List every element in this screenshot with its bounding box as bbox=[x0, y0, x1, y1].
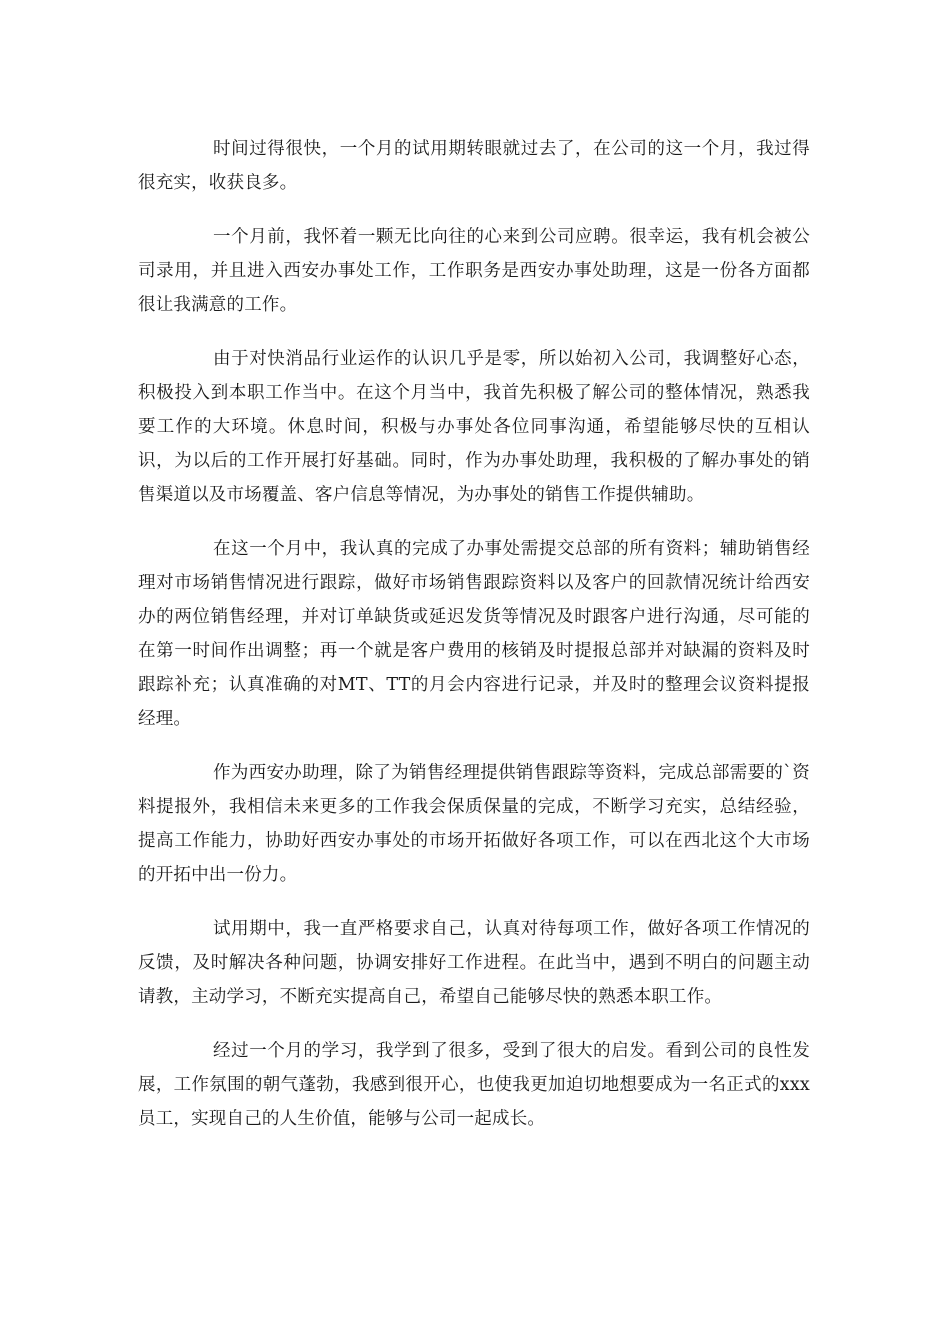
document-body bbox=[138, 132, 810, 1156]
paragraph-1: 时间过得很快，一个月的试用期转眼就过去了，在公司的这一个月，我过得很充实，收获良多。 bbox=[138, 139, 810, 193]
paragraph-3: 由于对快消品行业运作的认识几乎是零，所以始初入公司，我调整好心态，积极投入到本职工作当中。在这个月当中，我首先积极了解公司的整体情况，熟悉我要工作的大环境。休息时间，积极与办事处各位同事沟通，希望能够尽快的互相认识，为以后的工作开展打好基础。同时，作为办事处助理，我积极的了解办事处的销售渠道以及市场覆盖、客户信息等情况，为办事处的销售工作提供辅助。 bbox=[138, 349, 810, 505]
paragraph-4: 在这一个月中，我认真的完成了办事处需提交总部的所有资料；辅助销售经理对市场销售情况进行跟踪，做好市场销售跟踪资料以及客户的回款情况统计给西安办的两位销售经理，并对订单缺货或延迟发货等情况及时跟客户进行沟通，尽可能的在第一时间作出调整；再一个就是客户费用的核销及时提报总部并对缺漏的资料及时跟踪补充；认真准确的对MT、TT的月会内容进行记录，并及时的整理会议资料提报经理。 bbox=[138, 539, 810, 729]
paragraph-5: 作为西安办助理，除了为销售经理提供销售跟踪等资料，完成总部需要的`资料提报外，我相信未来更多的工作我会保质保量的完成，不断学习充实，总结经验，提高工作能力，协助好西安办事处的市场开拓做好各项工作，可以在西北这个大市场的开拓中出一份力。 bbox=[138, 763, 810, 885]
paragraph-2: 一个月前，我怀着一颗无比向往的心来到公司应聘。很幸运，我有机会被公司录用，并且进入西安办事处工作，工作职务是西安办事处助理，这是一份各方面都很让我满意的工作。 bbox=[138, 227, 810, 315]
paragraph-7: 经过一个月的学习，我学到了很多，受到了很大的启发。看到公司的良性发展，工作氛围的朝气蓬勃，我感到很开心，也使我更加迫切地想要成为一名正式的xxx员工，实现自己的人生价值，能够与公司一起成长。 bbox=[138, 1041, 810, 1129]
paragraph-6: 试用期中，我一直严格要求自己，认真对待每项工作，做好各项工作情况的反馈，及时解决各种问题，协调安排好工作进程。在此当中，遇到不明白的问题主动请教，主动学习，不断充实提高自己，希望自己能够尽快的熟悉本职工作。 bbox=[138, 919, 810, 1007]
